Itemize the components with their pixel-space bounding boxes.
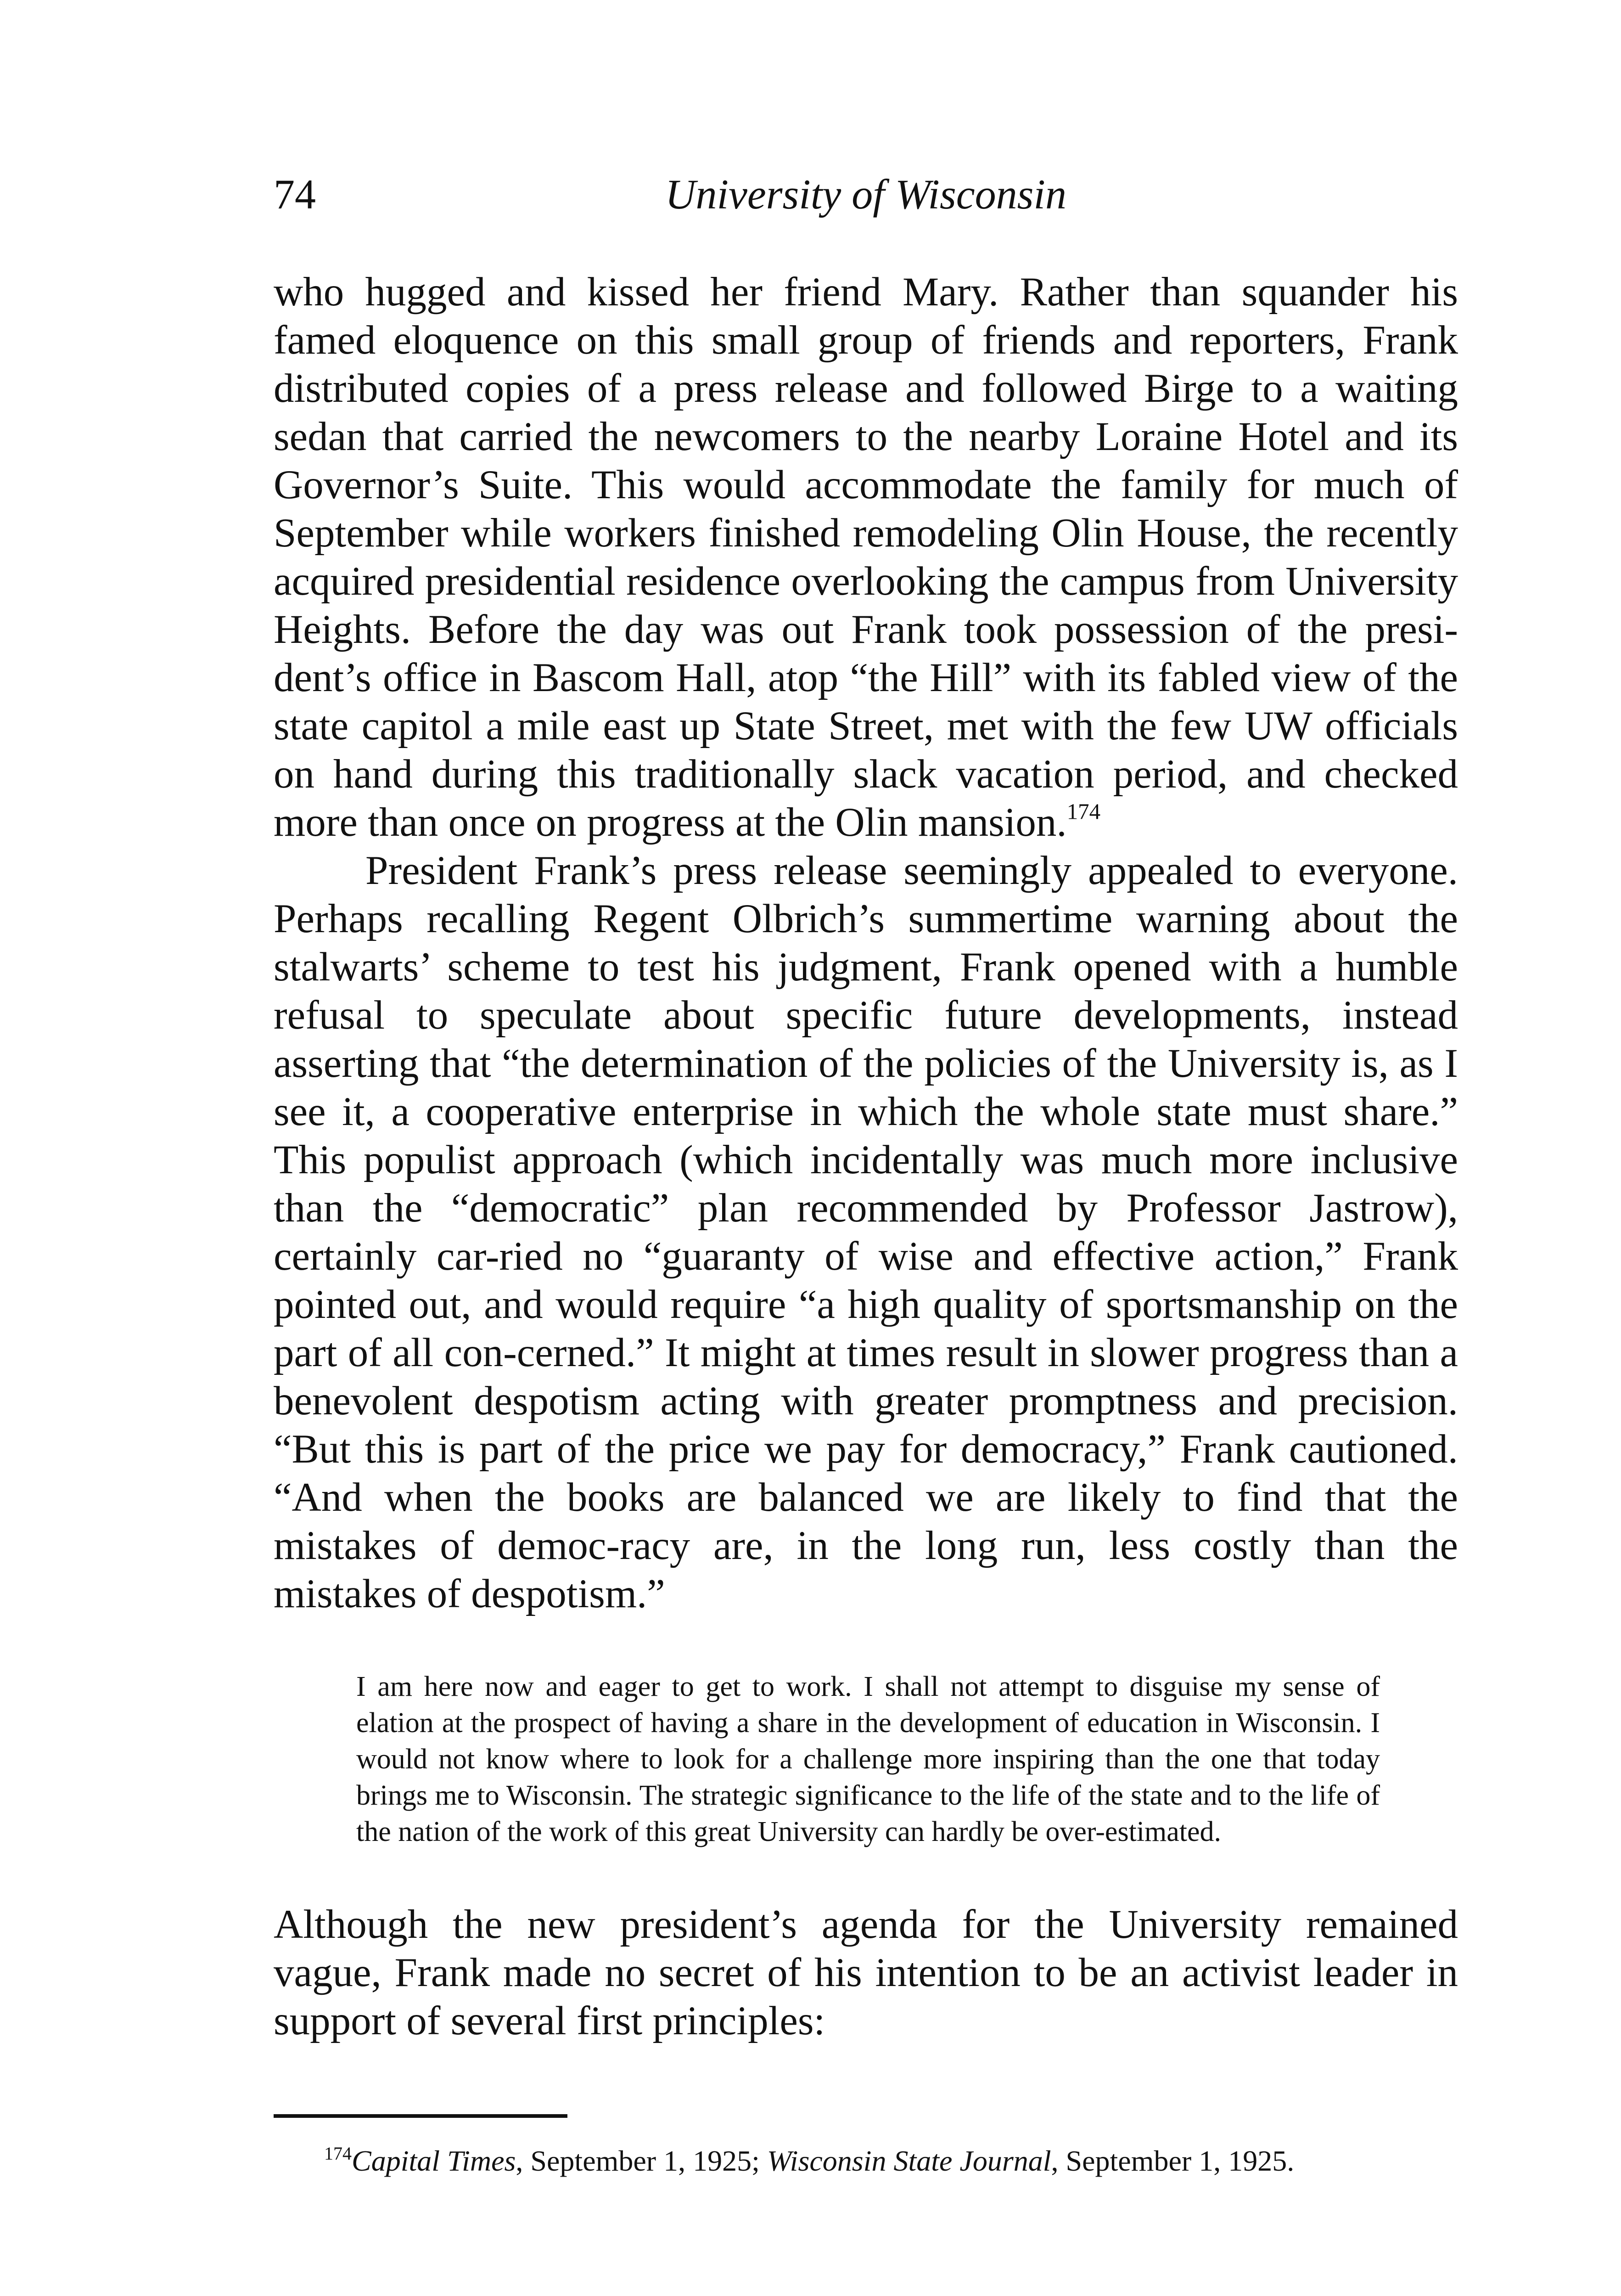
paragraph-continuation xyxy=(274,268,1458,847)
footnote-date-1: , September 1, 1925; xyxy=(516,2144,767,2177)
block-quote: I am here now and eager to get to work. I shall not attempt to disguise my sense of elation at the prospect of having a share in the development of education in Wisconsin. I would not know where to look for a challenge more inspiring than the one that today brings me to Wisconsin. The strategic significance to the life of the state and to the life of the nation of the work of this great University can hardly be over-estimated. xyxy=(356,1671,1380,1847)
page-number: 74 xyxy=(274,171,316,218)
page-header xyxy=(274,169,1458,224)
footnote-reference: 174 xyxy=(1066,799,1101,824)
footnote-source-2: Wisconsin State Journal xyxy=(767,2144,1051,2177)
footnote-source-1: Capital Times xyxy=(352,2144,516,2177)
paragraph-agenda: Although the new president’s agenda for the University remained vague, Frank made no secret of his intention to be an activist leader in support of several first principles: xyxy=(274,1902,1458,2043)
running-head: University of Wisconsin xyxy=(665,171,1066,218)
footnote-number: 174 xyxy=(324,2143,352,2164)
footnote-divider xyxy=(274,2114,567,2118)
body-text xyxy=(274,268,1458,2045)
paragraph-1-text: who hugged and kissed her friend Mary. Rather than squander his famed eloquence on this small group of friends and reporters, Frank distributed copies of a press release and followed Birge to a waiting sedan that carried the newcomers to the nearby Loraine Hotel and its Governor’s Suite. This would accommodate the family for much of September while workers finished remodeling Olin House, the recently acquired presidential residence overlooking the campus from University Heights. Before the day was out Frank took possession of the presi-dent’s office in Bascom Hall, atop “the Hill” with its fabled view of the state capitol a mile east up State Street, met with the few UW officials on hand during this traditionally slack vacation period, and checked more than once on progress at the Olin mansion. xyxy=(274,270,1458,845)
footnote xyxy=(324,2143,1472,2179)
paragraph-press-release: President Frank’s press release seemingly appealed to everyone. Perhaps recalling Regent Olbrich’s summertime warning about the stalwarts’ scheme to test his judgment, Frank opened with a humble refusal to speculate about specific future developments, instead asserting that “the determination of the policies of the University is, as I see it, a cooperative enterprise in which the whole state must share.” This populist approach (which incidentally was much more inclusive than the “democratic” plan recommended by Professor Jastrow), certainly car-ried no “guaranty of wise and effective action,” Frank pointed out, and would require “a high quality of sportsmanship on the part of all con-cerned.” It might at times result in slower progress than a benevolent despotism acting with greater promptness and precision. “But this is part of the price we pay for democracy,” Frank cautioned. “And when the books are balanced we are likely to find that the mistakes of democ-racy are, in the long run, less costly than the mistakes of despotism.” xyxy=(274,848,1458,1616)
footnote-date-2: , September 1, 1925. xyxy=(1051,2144,1295,2177)
